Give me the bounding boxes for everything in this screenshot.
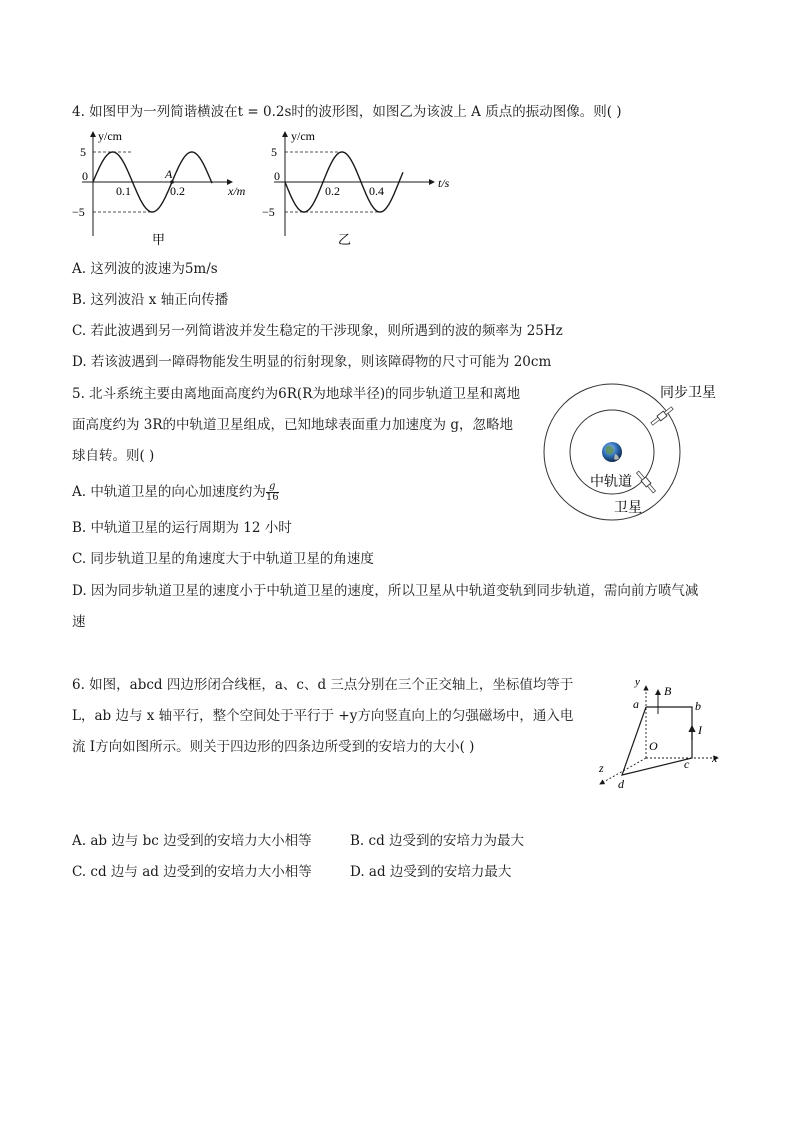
label-b: b [695,699,701,713]
fraction-g-over-16: $\frac{g}{16}$ [265,481,279,503]
origin-label: 0 [274,169,280,183]
label-o: O [649,739,658,753]
label-sync-satellite: 同步卫星 [660,386,716,401]
q6-loop-figure [588,672,728,794]
label-d: d [618,777,624,791]
q5-option-a-text: A. 中轨道卫星的向心加速度约为 [72,484,266,500]
label-y: y [635,676,640,688]
q5-stem-line2: 面高度约为 3R的中轨道卫星组成，已知地球表面重力加速度为 g，忽略地 [72,417,513,433]
y-bottom-tick: −5 [72,205,85,219]
label-I: I [698,723,702,737]
x-tick-1: 0.1 [116,184,131,198]
caption-jia: 甲 [152,232,166,247]
q5-stem-line1: 5. 北斗系统主要由离地面高度约为6R(R为地球半径)的同步轨道卫星和离地 [72,386,521,402]
q6-stem-line2: L，ab 边与 x 轴平行，整个空间处于平行于 +y方向竖直向上的匀强磁场中，通入电 [72,708,574,724]
q5-option-b[interactable]: B. 中轨道卫星的运行周期为 12 小时 [72,520,292,536]
y-top-tick: 5 [271,145,277,159]
q5-option-a[interactable] [72,482,279,503]
q6-option-c[interactable]: C. cd 边与 ad 边受到的安培力大小相等 [72,864,312,880]
point-a-label: A [165,167,173,181]
q5-option-d-cont: 速 [72,614,86,630]
q6-option-a[interactable]: A. ab 边与 bc 边受到的安培力大小相等 [72,833,312,849]
q5-orbit-figure [540,380,730,530]
t-tick-2: 0.4 [369,184,384,198]
y-top-tick: 5 [80,145,86,159]
y-axis-label: y/cm [291,129,315,143]
label-a: a [633,697,639,711]
y-axis-label: y/cm [98,129,122,143]
q6-stem-line1: 6. 如图，abcd 四边形闭合线框，a、c、d 三点分别在三个正交轴上，坐标值均等于 [72,677,574,693]
label-mid-satellite: 卫星 [614,501,642,516]
q4-option-b[interactable]: B. 这列波沿 x 轴正向传播 [72,292,229,308]
y-bottom-tick: −5 [262,205,275,219]
q4-option-c[interactable]: C. 若此波遇到另一列简谐波并发生稳定的干涉现象，则所遇到的波的频率为 25Hz [72,323,563,339]
label-z: z [599,761,604,775]
q5-option-c[interactable]: C. 同步轨道卫星的角速度大于中轨道卫星的角速度 [72,551,374,567]
label-mid-orbit: 中轨道 [590,475,632,490]
x-axis-label: x/m [228,184,246,198]
earth-icon [602,442,622,462]
t-axis-label: t/s [438,176,450,190]
x-tick-2: 0.2 [170,184,185,198]
q5-option-d[interactable]: D. 因为同步轨道卫星的速度小于中轨道卫星的速度，所以卫星从中轨道变轨到同步轨道，需向前方喷气减 [72,583,699,599]
caption-yi: 乙 [338,232,352,247]
q4-stem: 4. 如图甲为一列简谐横波在t = 0.2s时的波形图，如图乙为该波上 A 质点的振动图像。则( ) [72,104,622,120]
label-B: B [664,684,672,698]
q4-graph-jia [72,126,272,250]
label-x: x [712,751,718,765]
mid-satellite-icon [635,470,656,494]
q4-option-d[interactable]: D. 若该波遇到一障碍物能发生明显的衍射现象，则该障碍物的尺寸可能为 20cm [72,354,552,370]
label-c: c [684,757,690,771]
q4-graph-yi [262,126,472,250]
t-tick-1: 0.2 [325,184,340,198]
sync-satellite-icon [650,406,674,427]
origin-label: 0 [82,169,88,183]
q6-stem-line3: 流 I方向如图所示。则关于四边形的四条边所受到的安培力的大小( ) [72,739,475,755]
q5-stem-line3: 球自转。则( ) [72,448,155,464]
q6-option-b[interactable]: B. cd 边受到的安培力为最大 [350,833,524,849]
q6-option-d[interactable]: D. ad 边受到的安培力最大 [350,864,512,880]
q4-option-a[interactable]: A. 这列波的波速为5m/s [72,261,218,277]
